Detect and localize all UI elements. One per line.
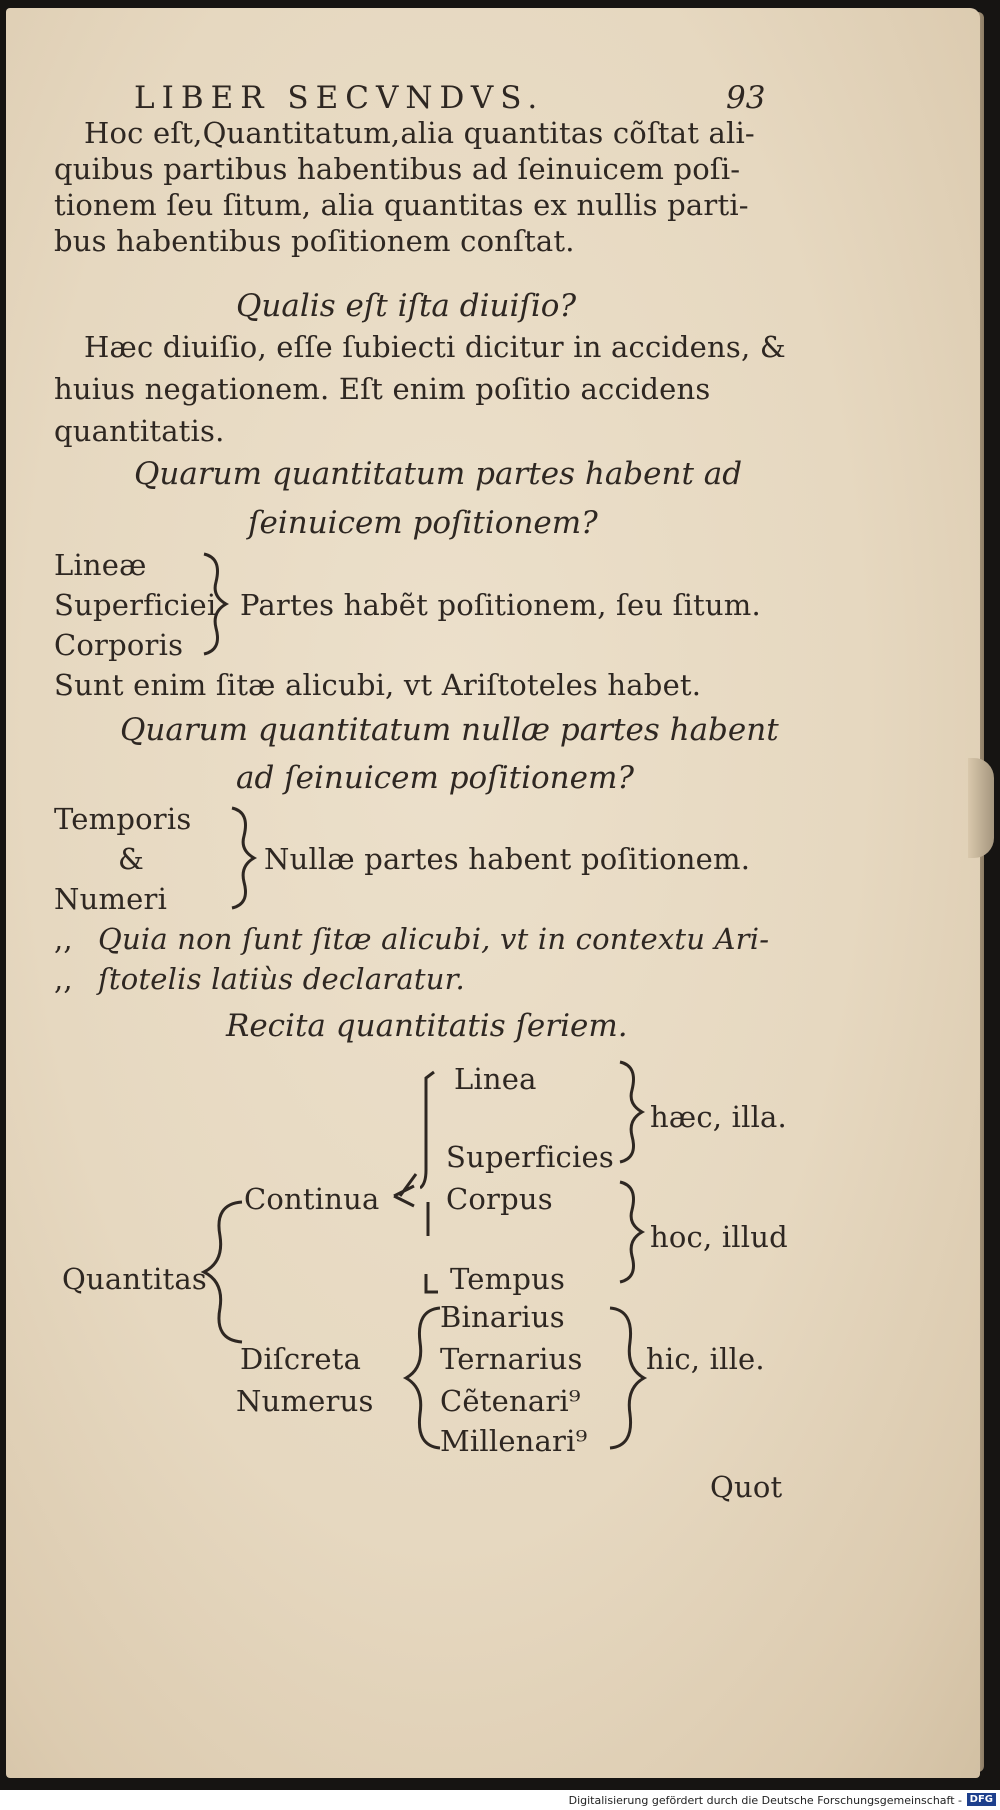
footer-credit: Digitalisierung gefördert durch die Deutsche Forschungsgemeinschaft - bbox=[568, 1794, 962, 1807]
list-item: & bbox=[118, 842, 145, 876]
paragraph-line: Sunt enim ſitæ alicubi, vt Ariſtoteles habet. bbox=[54, 668, 702, 702]
group-result: Nullæ partes habent poſitionem. bbox=[264, 842, 751, 876]
list-item: Temporis bbox=[54, 802, 192, 836]
left-brace-icon bbox=[390, 1168, 430, 1224]
tree-leaf: Corpus bbox=[446, 1182, 553, 1216]
quote-mark: ,, bbox=[54, 962, 73, 996]
paragraph-line: tionem ſeu ſitum, alia quantitas ex nullis parti- bbox=[54, 188, 749, 222]
paragraph-line: bus habentibus poſitionem conſtat. bbox=[54, 224, 575, 258]
question-heading: Quarum quantitatum nullæ partes habent bbox=[120, 712, 779, 748]
tree-leaf: Linea bbox=[454, 1062, 537, 1096]
paragraph-line: quantitatis. bbox=[54, 414, 225, 448]
pronouns-masculine: hic, ille. bbox=[646, 1342, 765, 1376]
quote-line: Quia non ſunt ſitæ alicubi, vt in contextu Ari- bbox=[98, 922, 770, 956]
pronouns-feminine: hæc, illa. bbox=[650, 1100, 787, 1134]
page-tab bbox=[968, 758, 994, 858]
catchword: Quot bbox=[710, 1470, 783, 1504]
list-item: Lineæ bbox=[54, 548, 147, 582]
quote-line: ſtotelis latiùs declaratur. bbox=[98, 962, 465, 996]
paragraph-line: Hoc eſt,Quantitatum,alia quantitas cõſtat ali- bbox=[84, 116, 755, 150]
list-item: Superficiei bbox=[54, 588, 217, 622]
tree-node-numerus: Numerus bbox=[236, 1384, 374, 1418]
footer-bar bbox=[0, 1791, 1000, 1810]
question-heading: Recita quantitatis ſeriem. bbox=[226, 1008, 628, 1044]
dfg-logo: DFG bbox=[967, 1793, 996, 1806]
tree-leaf: Binarius bbox=[440, 1300, 565, 1334]
question-heading: Quarum quantitatum partes habent ad bbox=[134, 456, 743, 492]
paragraph-line: Hæc diuiſio, eſſe ſubiecti dicitur in accidens, & bbox=[84, 330, 786, 364]
running-title: LIBER SECVNDVS. bbox=[134, 80, 545, 116]
list-item: Numeri bbox=[54, 882, 168, 916]
right-brace-icon bbox=[198, 548, 244, 660]
question-heading: ad ſeinuicem poſitionem? bbox=[236, 760, 634, 796]
tree-leaf: Ternarius bbox=[440, 1342, 583, 1376]
tree-leaf: Superficies bbox=[446, 1140, 614, 1174]
tree-node-discreta: Diſcreta bbox=[240, 1342, 362, 1376]
tree-root: Quantitas bbox=[62, 1262, 207, 1296]
question-heading: Qualis eſt iſta diuiſio? bbox=[236, 288, 577, 324]
list-item: Corporis bbox=[54, 628, 184, 662]
quote-mark: ,, bbox=[54, 922, 73, 956]
right-brace-icon bbox=[604, 1302, 648, 1454]
tree-node-continua: Continua bbox=[244, 1182, 380, 1216]
paragraph-line: huius negationem. Eſt enim poſitio accidens bbox=[54, 372, 711, 406]
question-heading: ſeinuicem poſitionem? bbox=[248, 505, 598, 541]
tree-leaf: Tempus bbox=[450, 1262, 566, 1296]
tree-leaf: Millenari⁹ bbox=[440, 1424, 588, 1458]
tree-leaf: Cẽtenari⁹ bbox=[440, 1384, 581, 1418]
group-result: Partes habẽt poſitionem, ſeu ſitum. bbox=[240, 588, 761, 622]
page-number: 93 bbox=[726, 80, 766, 116]
pronouns-neuter: hoc, illud bbox=[650, 1220, 788, 1254]
left-brace-icon bbox=[196, 1196, 250, 1348]
paragraph-line: quibus partibus habentibus ad ſeinuicem poſi- bbox=[54, 152, 741, 186]
